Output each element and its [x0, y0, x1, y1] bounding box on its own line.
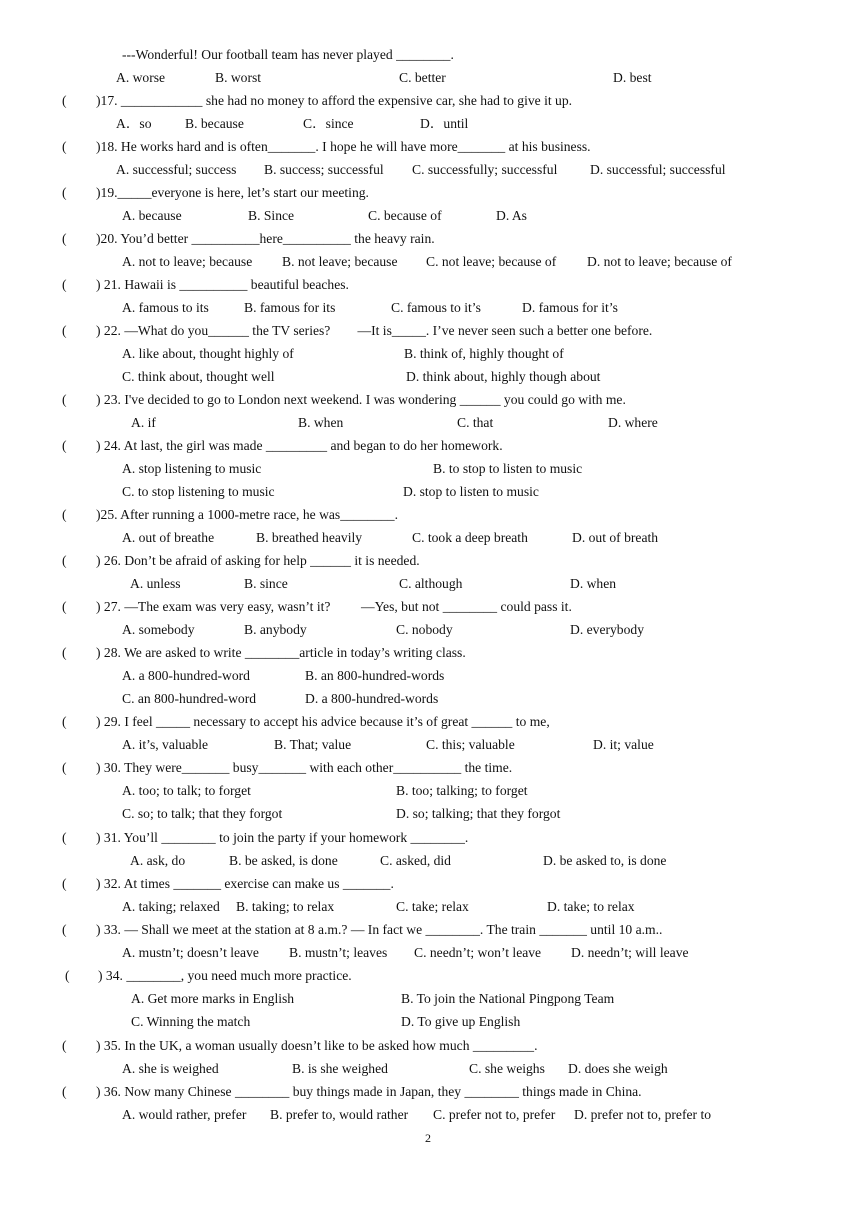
question-stem-24: ) 24. At last, the girl was made _________ and began to do her homework.	[96, 438, 503, 453]
option-b: B. mustn’t; leaves	[289, 945, 388, 960]
option-c: C. that	[457, 415, 494, 430]
option-a: A. would rather, prefer	[122, 1107, 247, 1122]
question-stem-31: ) 31. You’ll ________ to join the party if your homework ________.	[96, 830, 469, 845]
option-d: D. take; to relax	[547, 899, 635, 914]
option-d: D. a 800-hundred-words	[305, 691, 439, 706]
option-d: D. out of breath	[572, 530, 659, 545]
question-stem-34: ) 34. ________, you need much more practice.	[98, 968, 352, 983]
question-stem-23: ) 23. I've decided to go to London next weekend. I was wondering ______ you could go with me.	[96, 392, 626, 407]
question-stem-30: ) 30. They were_______ busy_______ with each other__________ the time.	[96, 760, 513, 775]
option-b: B. taking; to relax	[236, 899, 335, 914]
option-c: C. think about, thought well	[122, 369, 275, 384]
option-d: D. As	[496, 208, 527, 223]
option-a: A. famous to its	[122, 300, 209, 315]
option-b: B. famous for its	[244, 300, 336, 315]
option-a: A. stop listening to music	[122, 461, 262, 476]
option-b: B. think of, highly thought of	[404, 346, 564, 361]
option-b: B. worst	[215, 70, 262, 85]
option-b: B. to stop to listen to music	[433, 461, 583, 476]
option-d: D. everybody	[570, 622, 644, 637]
question-stem: ---Wonderful! Our football team has never played ________.	[122, 47, 454, 62]
answer-paren: (	[62, 553, 67, 568]
question-stem-20: )20. You’d better __________here__________ the heavy rain.	[96, 231, 435, 246]
option-c: C．since	[303, 116, 354, 131]
answer-paren: (	[62, 599, 67, 614]
option-d: D. when	[570, 576, 617, 591]
option-a: A. it’s, valuable	[122, 737, 209, 752]
answer-paren: (	[65, 968, 70, 983]
option-c: C. better	[399, 70, 446, 85]
option-d: D. famous for it’s	[522, 300, 618, 315]
question-stem-29: ) 29. I feel _____ necessary to accept his advice because it’s of great ______ to me,	[96, 714, 550, 729]
page-number: 2	[425, 1131, 431, 1145]
option-a: A. because	[122, 208, 182, 223]
option-a: A. out of breathe	[122, 530, 215, 545]
option-d: D. does she weigh	[568, 1061, 668, 1076]
answer-paren: (	[62, 93, 67, 108]
option-b: B. when	[298, 415, 344, 430]
option-c: C. she weighs	[469, 1061, 545, 1076]
question-stem-32: ) 32. At times _______ exercise can make us _______.	[96, 876, 394, 891]
question-stem-33: ) 33. — Shall we meet at the station at 8 a.m.? — In fact we ________. The train _______ until 10 a.m..	[96, 922, 663, 937]
option-c: C. not leave; because of	[426, 254, 557, 269]
option-b: B. be asked, is done	[229, 853, 338, 868]
option-a: A. unless	[130, 576, 181, 591]
option-a: A. somebody	[122, 622, 195, 637]
option-c: C. an 800-hundred-word	[122, 691, 257, 706]
option-d: D. think about, highly though about	[406, 369, 601, 384]
option-d: D. needn’t; will leave	[571, 945, 689, 960]
option-b: B. To join the National Pingpong Team	[401, 991, 615, 1006]
option-c: C. prefer not to, prefer	[433, 1107, 556, 1122]
option-a: A. Get more marks in English	[131, 991, 295, 1006]
option-a: A. taking; relaxed	[122, 899, 220, 914]
option-a: A. ask, do	[130, 853, 186, 868]
option-c: C. take; relax	[396, 899, 469, 914]
option-c: C. took a deep breath	[412, 530, 528, 545]
option-b: B. Since	[248, 208, 295, 223]
option-c: C. to stop listening to music	[122, 484, 275, 499]
answer-paren: (	[62, 277, 67, 292]
question-stem-19: )19._____everyone is here, let’s start our meeting.	[96, 185, 369, 200]
option-c: C. nobody	[396, 622, 453, 637]
answer-paren: (	[62, 830, 67, 845]
answer-paren: (	[62, 323, 67, 338]
option-b: B. That; value	[274, 737, 352, 752]
option-a: A. worse	[116, 70, 166, 85]
option-c: C. although	[399, 576, 463, 591]
answer-paren: (	[62, 922, 67, 937]
option-c: C. this; valuable	[426, 737, 515, 752]
question-stem-35: ) 35. In the UK, a woman usually doesn’t like to be asked how much _________.	[96, 1038, 538, 1053]
answer-paren: (	[62, 714, 67, 729]
option-d: D. not to leave; because of	[587, 254, 732, 269]
option-b: B. too; talking; to forget	[396, 783, 528, 798]
option-d: D．until	[420, 116, 469, 131]
answer-paren: (	[62, 1084, 67, 1099]
question-stem-36: ) 36. Now many Chinese ________ buy things made in Japan, they ________ things made in China.	[96, 1084, 642, 1099]
option-d: D. so; talking; that they forgot	[396, 806, 561, 821]
option-d: D. prefer not to, prefer to	[574, 1107, 712, 1122]
option-c: C. famous to it’s	[391, 300, 481, 315]
answer-paren: (	[62, 876, 67, 891]
answer-paren: (	[62, 185, 67, 200]
option-b: B. an 800-hundred-words	[305, 668, 445, 683]
option-d: D. where	[608, 415, 658, 430]
question-stem-22: ) 22. —What do you______ the TV series? —It is_____. I’ve never seen such a better one before.	[96, 323, 653, 338]
option-a: A. mustn’t; doesn’t leave	[122, 945, 259, 960]
question-stem-17: )17. ____________ she had no money to afford the expensive car, she had to give it up.	[96, 93, 573, 108]
option-b: B. is she weighed	[292, 1061, 388, 1076]
option-a: A. a 800-hundred-word	[122, 668, 250, 683]
answer-paren: (	[62, 645, 67, 660]
answer-paren: (	[62, 392, 67, 407]
option-b: B. not leave; because	[282, 254, 398, 269]
question-stem-25: )25. After running a 1000-metre race, he was________.	[96, 507, 398, 522]
question-stem-26: ) 26. Don’t be afraid of asking for help ______ it is needed.	[96, 553, 420, 568]
option-b: B. breathed heavily	[256, 530, 363, 545]
answer-paren: (	[62, 438, 67, 453]
option-c: C. so; to talk; that they forgot	[122, 806, 283, 821]
option-d: D. be asked to, is done	[543, 853, 667, 868]
option-a: A. if	[131, 415, 156, 430]
question-stem-18: )18. He works hard and is often_______. I hope he will have more_______ at his business.	[96, 139, 591, 154]
option-d: D. stop to listen to music	[403, 484, 539, 499]
option-c: C. successfully; successful	[412, 162, 558, 177]
answer-paren: (	[62, 139, 67, 154]
option-c: C. because of	[368, 208, 442, 223]
option-d: D. best	[613, 70, 652, 85]
option-d: D. To give up English	[401, 1014, 521, 1029]
option-c: C. needn’t; won’t leave	[414, 945, 542, 960]
question-stem-27: ) 27. —The exam was very easy, wasn’t it? —Yes, but not ________ could pass it.	[96, 599, 572, 614]
option-d: D. it; value	[593, 737, 654, 752]
option-b: B. prefer to, would rather	[270, 1107, 409, 1122]
answer-paren: (	[62, 507, 67, 522]
option-b: B. anybody	[244, 622, 307, 637]
question-stem-21: ) 21. Hawaii is __________ beautiful beaches.	[96, 277, 349, 292]
option-a: A. too; to talk; to forget	[122, 783, 251, 798]
option-c: C. Winning the match	[131, 1014, 251, 1029]
question-stem-28: ) 28. We are asked to write ________article in today’s writing class.	[96, 645, 466, 660]
answer-paren: (	[62, 1038, 67, 1053]
option-c: C. asked, did	[380, 853, 451, 868]
option-a: A．so	[116, 116, 152, 131]
option-d: D. successful; successful	[590, 162, 726, 177]
option-a: A. not to leave; because	[122, 254, 253, 269]
option-b: B. success; successful	[264, 162, 384, 177]
option-a: A. like about, thought highly of	[122, 346, 294, 361]
option-b: B. since	[244, 576, 288, 591]
answer-paren: (	[62, 231, 67, 246]
option-a: A. successful; success	[116, 162, 237, 177]
answer-paren: (	[62, 760, 67, 775]
option-a: A. she is weighed	[122, 1061, 219, 1076]
option-b: B. because	[185, 116, 244, 131]
